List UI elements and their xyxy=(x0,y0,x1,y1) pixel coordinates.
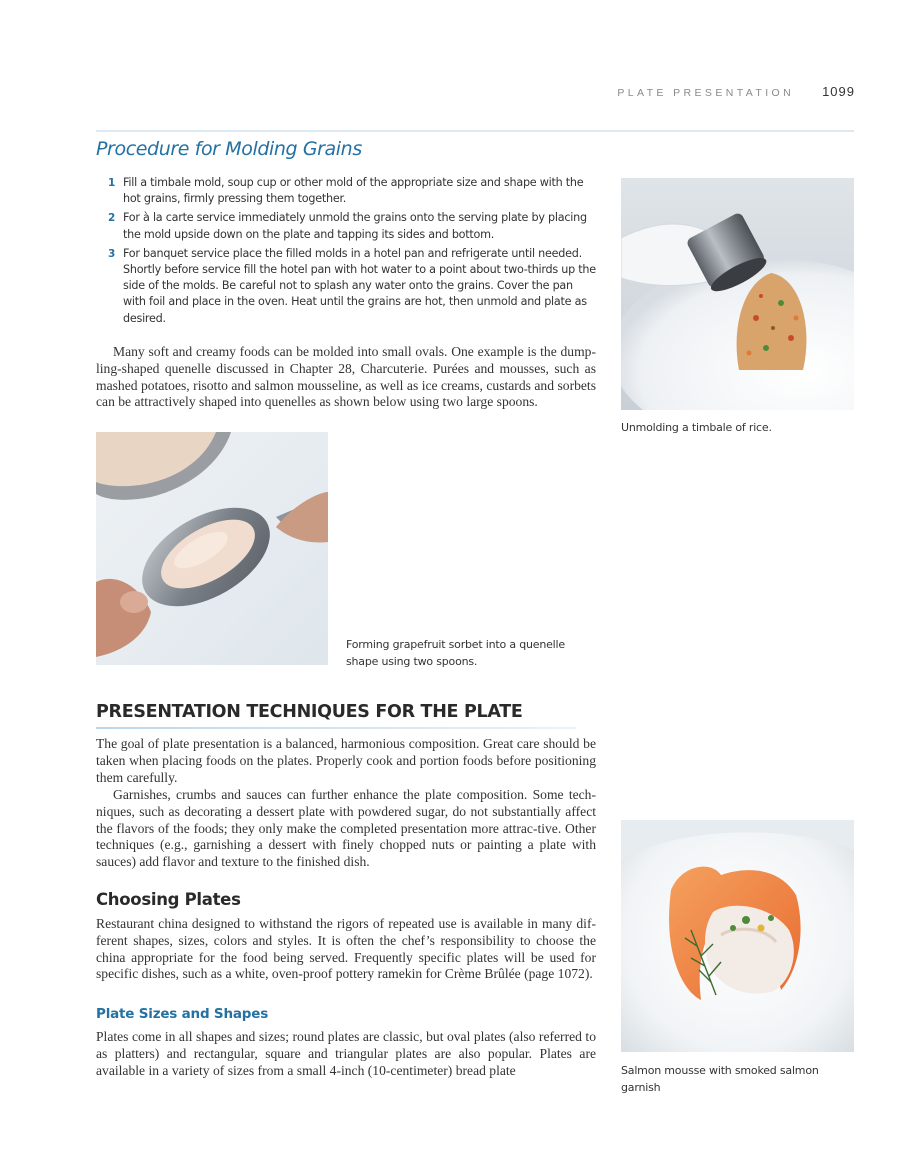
section-paragraph: The goal of plate presentation is a balanced, harmonious composition. Great care should be taken when placing foods on the plates. Properly cook and portion foods before positioning them carefully. xyxy=(96,736,596,785)
procedure-step xyxy=(108,175,598,207)
step-text: Fill a timbale mold, soup cup or other mold of the appropriate size and shape with the hot grains, firmly pressing them together. xyxy=(123,176,584,206)
procedure-title: Procedure for Molding Grains xyxy=(96,138,362,160)
step-number: 1 xyxy=(108,177,116,189)
step-number: 2 xyxy=(108,212,116,225)
section-paragraph: Garnishes, crumbs and sauces can further enhance the plate composition. Some tech-niques, such as decorating a dessert plate with powdered sugar, do not substantially affect the flavors of the foods; they only make the completed presentation more attrac-tive. Other techniques (e.g., garnishing a dessert with finely chopped nuts or painting a plate with sauces) add flavor and texture to the finished dish. xyxy=(96,787,596,870)
plate-sizes-heading: Plate Sizes and Shapes xyxy=(96,1006,269,1022)
procedure-steps xyxy=(108,175,598,330)
quenelle-illustration xyxy=(96,432,328,665)
section-rule xyxy=(96,727,576,729)
choosing-plates-paragraph: Restaurant china designed to withstand the rigors of repeated use is available in many dif-ferent shapes, sizes, colors and styles. It is often the chef’s responsibility to choose the china appropriate for the food being served. Frequently specific plates will be used for specific dishes, such as a white, oven-proof pottery ramekin for Crème Brûlée (page 1072). xyxy=(96,916,596,982)
timbale-caption: Unmolding a timbale of rice. xyxy=(621,421,772,434)
running-head xyxy=(617,84,855,99)
intro-paragraph: Many soft and creamy foods can be molded into small ovals. One example is the dump-ling-shaped quenelle discussed in Chapter 28, Charcuterie. Purées and mousses, such as mashed potatoes, risotto and salmon mousseline, as well as ice creams, custards and sorbets can be attractively shaped into quenelles as shown below using two large spoons. xyxy=(96,344,596,410)
procedure-step xyxy=(108,246,598,327)
quenelle-photo xyxy=(96,432,328,665)
salmon-illustration xyxy=(621,820,854,1052)
timbale-photo xyxy=(621,178,854,410)
page-number: 1099 xyxy=(822,84,855,99)
step-text: For banquet service place the filled molds in a hotel pan and refrigerate until needed. Shortly before service fill the hotel pan with hot water to a point about two-thirds up the side of the molds. Be careful not to splash any water onto the grains. Cover the pan with foil and place in the oven. Heat until the grains are hot, then unmold and plate as desired. xyxy=(123,246,596,325)
plate-sizes-paragraph: Plates come in all shapes and sizes; round plates are classic, but oval plates (also referred to as platters) and rectangular, square and triangular plates are also popular. Plates are available in a variety of sizes from a small 4-inch (10-centimeter) bread plate xyxy=(96,1029,596,1078)
section-heading: PRESENTATION TECHNIQUES FOR THE PLATE xyxy=(96,702,523,722)
salmon-caption: Salmon mousse with smoked salmon garnish xyxy=(621,1064,819,1094)
step-number: 3 xyxy=(108,247,116,260)
running-title: PLATE PRESENTATION xyxy=(617,87,795,99)
choosing-plates-heading: Choosing Plates xyxy=(96,890,241,909)
salmon-photo xyxy=(621,820,854,1052)
top-rule xyxy=(96,130,854,132)
quenelle-caption: Forming grapefruit sorbet into a quenelle shape using two spoons. xyxy=(346,638,565,668)
step-text: For à la carte service immediately unmold the grains onto the serving plate by placing the mold upside down on the plate and tapping its sides and bottom. xyxy=(123,211,587,241)
timbale-illustration xyxy=(621,178,854,410)
procedure-step xyxy=(108,210,598,242)
